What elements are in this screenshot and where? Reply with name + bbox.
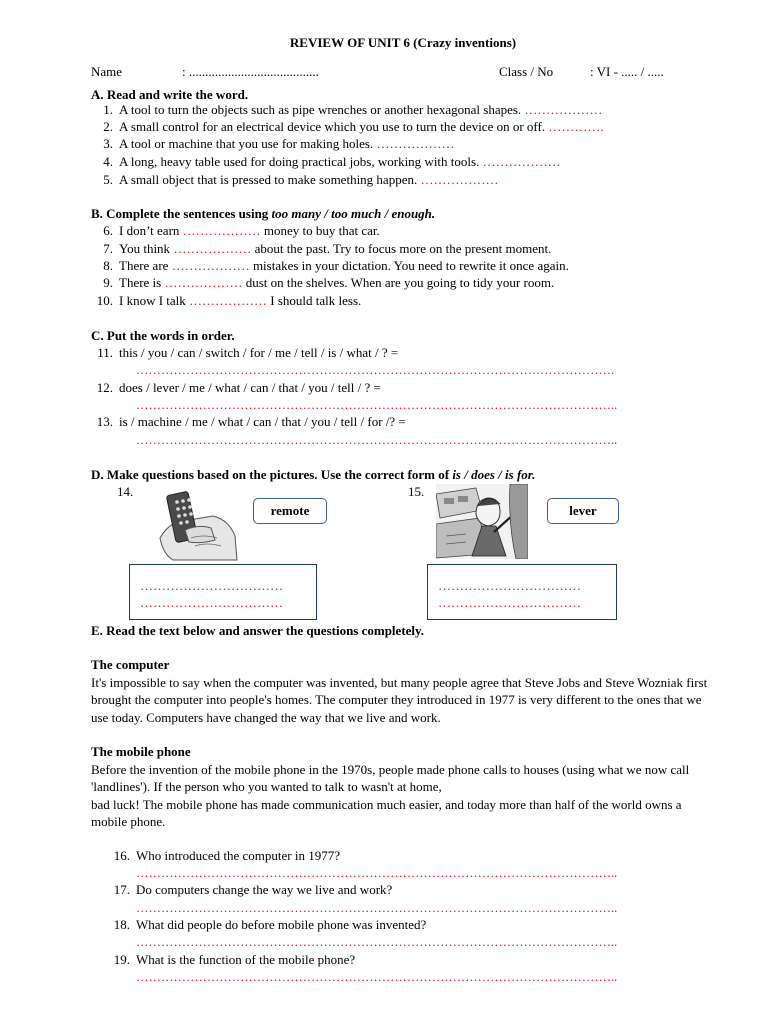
- question-3: 3. A tool or machine that you use for making holes. ………………: [103, 136, 455, 151]
- question-7: 7. You think ……………… about the past. Try to focus more on the present moment.: [103, 241, 552, 256]
- question-17: 17. Do computers change the way we live and work?: [113, 882, 393, 897]
- answer-line-13[interactable]: ……………………………………………………………………………………………………..: [136, 433, 618, 447]
- answer-blank[interactable]: ………………: [420, 172, 499, 187]
- answer-blank[interactable]: ………………: [482, 154, 561, 169]
- answer-blank[interactable]: ………………: [173, 241, 252, 256]
- section-b-heading: B. Complete the sentences using too many / too much / enough.: [91, 206, 436, 221]
- answer-line[interactable]: ……………………………: [140, 578, 283, 593]
- answer-line[interactable]: ……………………………: [438, 578, 581, 593]
- keyword-remote: remote: [253, 498, 327, 524]
- lever-machine-picture: [436, 484, 528, 559]
- answer-blank[interactable]: ………………: [376, 136, 455, 151]
- answer-line[interactable]: ……………………………: [438, 595, 581, 610]
- answer-box-14[interactable]: [129, 564, 317, 620]
- answer-line-18[interactable]: ……………………………………………………………………………………………………..: [136, 935, 618, 949]
- question-6: 6. I don’t earn ……………… money to buy that car.: [103, 223, 380, 238]
- answer-line-12[interactable]: ……………………………………………………………………………………………………..: [136, 398, 618, 412]
- question-13: 13. is / machine / me / what / can / that / you / tell / for /? =: [96, 414, 406, 429]
- answer-blank[interactable]: ………………: [524, 102, 603, 117]
- question-12: 12. does / lever / me / what / can / that / you / tell / ? =: [96, 380, 381, 395]
- question-15-number: 15.: [408, 484, 425, 499]
- question-11: 11. this / you / can / switch / for / me / tell / is / what / ? =: [97, 345, 399, 360]
- section-e-heading: E. Read the text below and answer the questions completely.: [91, 623, 425, 638]
- class-field[interactable]: : VI - ..... / .....: [590, 64, 664, 79]
- mobile-phone-text-1: Before the invention of the mobile phone in the 1970s, people made phone calls to houses (using what we now call 'landlines'). If the person who you wanted to talk to wasn't at home,: [91, 762, 690, 795]
- answer-line-19[interactable]: ……………………………………………………………………………………………………..: [136, 970, 618, 984]
- question-8: 8. There are ……………… mistakes in your dictation. You need to rewrite it once again.: [103, 258, 569, 273]
- question-18: 18. What did people do before mobile phone was invented?: [113, 917, 427, 932]
- question-2: 2. A small control for an electrical device which you use to turn the device on or off. ………….: [103, 119, 604, 134]
- question-19: 19. What is the function of the mobile phone?: [113, 952, 356, 967]
- name-field[interactable]: : ........................................: [182, 64, 319, 79]
- question-9: 9. There is ……………… dust on the shelves. When are you going to tidy your room.: [103, 275, 555, 290]
- question-14-number: 14.: [117, 484, 134, 499]
- mobile-phone-title: The mobile phone: [91, 744, 191, 759]
- question-1: 1. A tool to turn the objects such as pipe wrenches or another hexagonal shapes. ………………: [103, 102, 603, 117]
- keyword-lever: lever: [547, 498, 619, 524]
- answer-blank[interactable]: ………………: [189, 293, 268, 308]
- answer-blank[interactable]: ………………: [164, 275, 243, 290]
- page-title: REVIEW OF UNIT 6 (Crazy inventions): [289, 35, 517, 50]
- section-c-heading: C. Put the words in order.: [91, 328, 235, 343]
- answer-blank[interactable]: ………………: [171, 258, 250, 273]
- question-4: 4. A long, heavy table used for doing practical jobs, working with tools. ………………: [103, 154, 561, 169]
- computer-text: It's impossible to say when the computer was invented, but many people agree that Steve Jobs and Steve Wozniak first brought the computer into people's homes. The computer they introduced in 1977 is very different to the ones that we use today. Computers have changed the way that we live and work.: [91, 675, 708, 725]
- class-label: Class / No: [499, 64, 554, 79]
- answer-blank[interactable]: ………………: [182, 223, 261, 238]
- answer-line-16[interactable]: ……………………………………………………………………………………………………..: [136, 866, 618, 880]
- section-a-heading: A. Read and write the word.: [91, 87, 249, 102]
- answer-blank[interactable]: ………….: [548, 119, 604, 134]
- answer-line[interactable]: ……………………………: [140, 595, 283, 610]
- answer-line-11[interactable]: …………………………………………………………………………………………………….: [136, 363, 615, 377]
- name-label: Name: [91, 64, 123, 79]
- question-5: 5. A small object that is pressed to make something happen. ………………: [103, 172, 499, 187]
- section-d-heading: D. Make questions based on the pictures. Use the correct form of is / does / is for.: [91, 467, 536, 482]
- question-16: 16. Who introduced the computer in 1977?: [113, 848, 340, 863]
- question-10: 10. I know I talk ……………… I should talk less.: [96, 293, 362, 308]
- answer-box-15[interactable]: [427, 564, 617, 620]
- mobile-phone-text-2: bad luck! The mobile phone has made communication much easier, and today more than half of the world owns a mobile phone.: [91, 797, 682, 830]
- computer-title: The computer: [91, 657, 170, 672]
- answer-line-17[interactable]: ……………………………………………………………………………………………………..: [136, 901, 618, 915]
- remote-control-picture: [155, 490, 240, 562]
